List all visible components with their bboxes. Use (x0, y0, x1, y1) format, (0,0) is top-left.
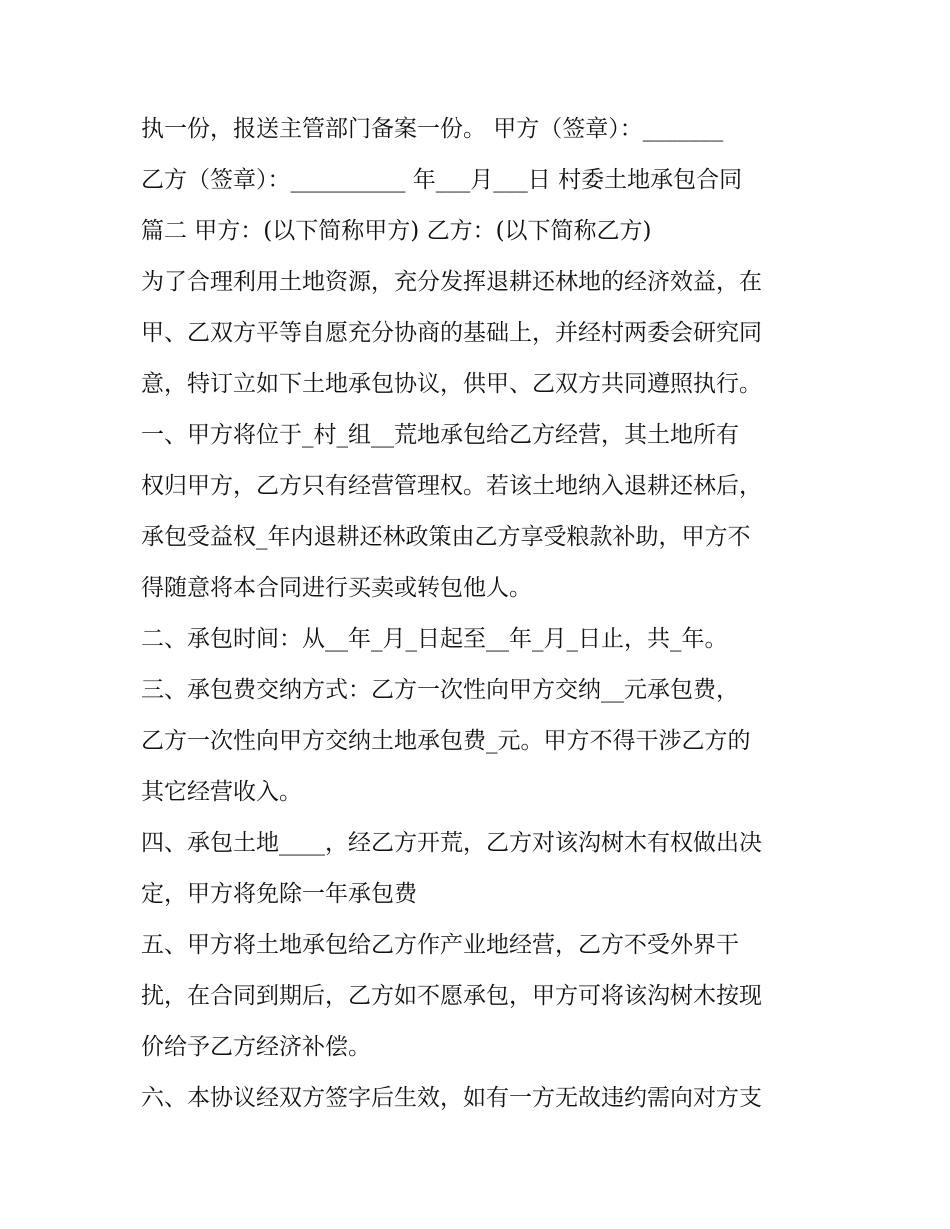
text-line: 意，特订立如下土地承包协议，供甲、乙双方共同遵照执行。 (141, 371, 762, 397)
contract-text (141, 104, 821, 1124)
text-line: 一、甲方将位于_村_组__荒地承包给乙方经营，其土地所有 (141, 422, 739, 448)
text-line: 其它经营收入。 (141, 779, 302, 805)
text-line: 执一份，报送主管部门备案一份。 甲方（签章）：_______ (141, 116, 724, 142)
text-line: 得随意将本合同进行买卖或转包他人。 (141, 575, 532, 601)
text-line: 为了合理利用土地资源，充分发挥退耕还林地的经济效益，在 (141, 269, 762, 295)
text-line: 定，甲方将免除一年承包费 (141, 881, 417, 907)
text-line: 四、承包土地____，经乙方开荒，乙方对该沟树木有权做出决 (141, 830, 762, 856)
text-line: 甲、乙双方平等自愿充分协商的基础上，并经村两委会研究同 (141, 320, 762, 346)
text-line: 承包受益权_年内退耕还林政策由乙方享受粮款补助，甲方不 (141, 524, 751, 550)
text-line: 扰，在合同到期后，乙方如不愿承包，甲方可将该沟树木按现 (141, 983, 762, 1009)
text-line: 价给予乙方经济补偿。 (141, 1034, 371, 1060)
text-line: 乙方一次性向甲方交纳土地承包费_元。甲方不得干涉乙方的 (141, 728, 751, 754)
text-line: 六、本协议经双方签字后生效，如有一方无故违约需向对方支 (141, 1085, 762, 1111)
text-line: 权归甲方，乙方只有经营管理权。若该土地纳入退耕还林后， (141, 473, 762, 499)
text-line: 五、甲方将土地承包给乙方作产业地经营，乙方不受外界干 (141, 932, 739, 958)
text-line: 篇二 甲方：(以下简称甲方) 乙方：(以下简称乙方) (141, 218, 652, 244)
text-line: 三、承包费交纳方式：乙方一次性向甲方交纳__元承包费， (141, 677, 739, 703)
text-line: 乙方（签章）：__________ 年___月___日 村委土地承包合同 (141, 167, 743, 193)
text-line: 二、承包时间：从__年_月_日起至__年_月_日止，共_年。 (141, 626, 728, 652)
